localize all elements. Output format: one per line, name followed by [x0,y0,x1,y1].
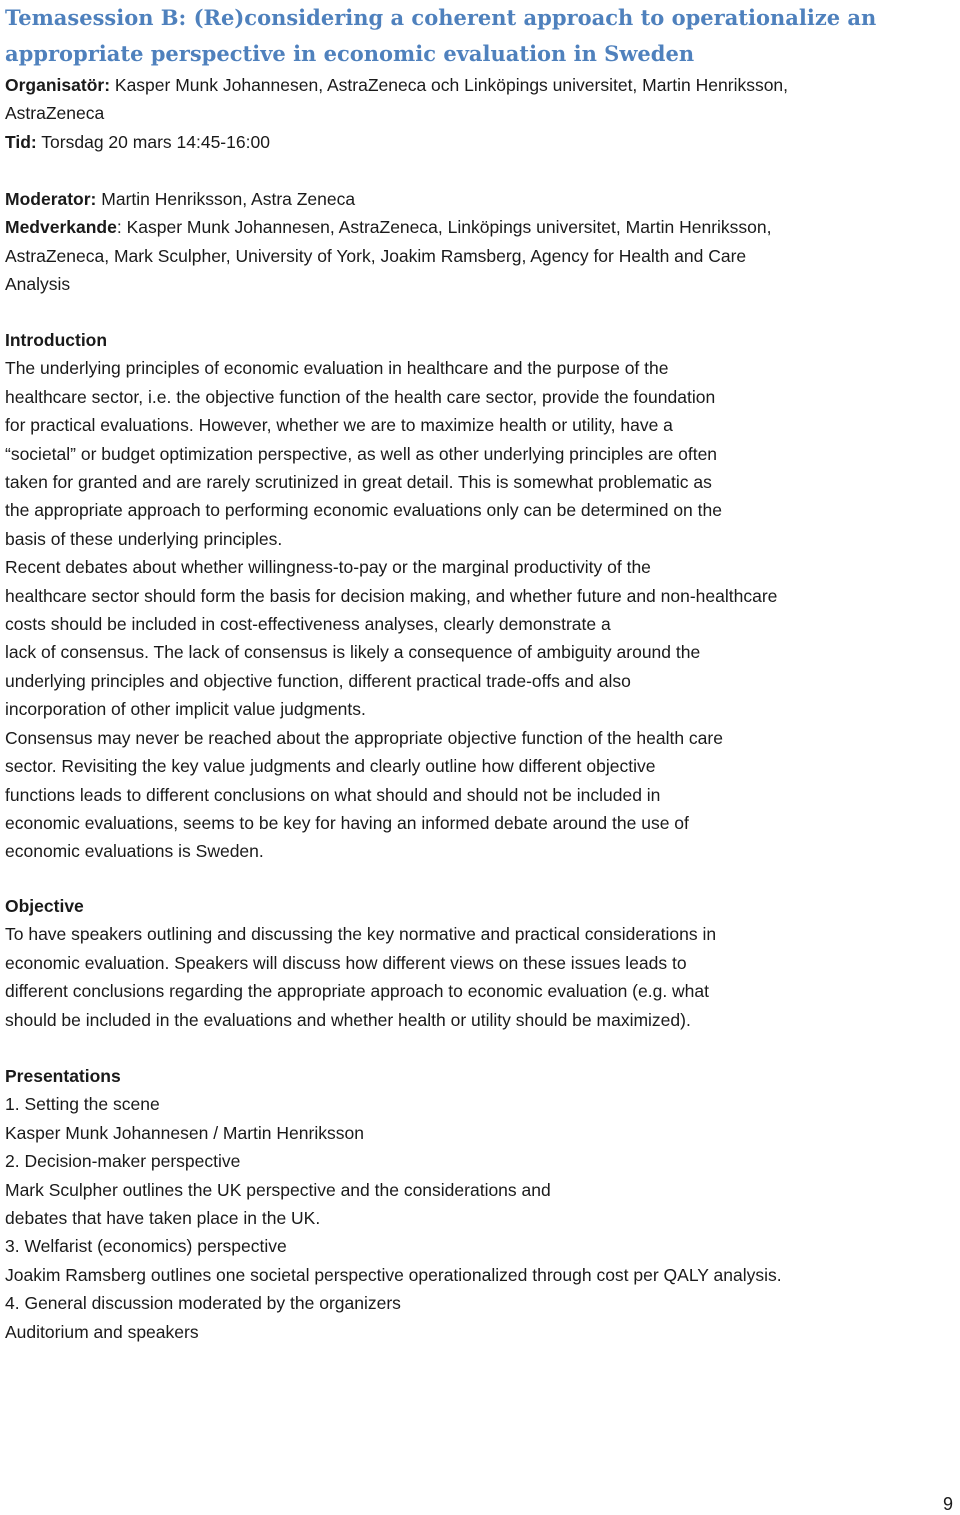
session-title-line: Temasession B: (Re)considering a coherent approach to operationalize an [5,5,877,30]
moderator-label: Moderator: [5,189,97,209]
objective-heading: Objective [5,896,84,916]
text-line: Consensus may never be reached about the appropriate objective function of the health care [5,727,723,748]
text-line: economic evaluations is Sweden. [5,841,264,862]
text-line: healthcare sector should form the basis for decision making, and whether future and non-healthcare [5,585,778,606]
text-line: Recent debates about whether willingness-to-pay or the marginal productivity of the [5,557,651,578]
objective-section [5,892,955,1034]
text-line: 4. General discussion moderated by the organizers [5,1293,401,1314]
text-line: sector. Revisiting the key value judgments and clearly outline how different objective [5,756,656,777]
presentations-heading: Presentations [5,1066,121,1086]
text-line: 2. Decision-maker perspective [5,1151,241,1172]
text-line: 1. Setting the scene [5,1094,160,1115]
text-line: “societal” or budget optimization perspective, as well as other underlying principles are often [5,443,718,464]
tid-label: Tid: [5,131,37,152]
text-line: Auditorium and speakers [5,1321,199,1342]
medverkande-value-cont: AstraZeneca, Mark Sculpher, University of York, Joakim Ramsberg, Agency for Health and Care [5,245,747,266]
text-line: 3. Welfarist (economics) perspective [5,1236,287,1257]
organisator-label: Organisatör: [5,75,111,95]
moderator-value: Martin Henriksson, Astra Zeneca [96,189,356,209]
organisator-value-cont: AstraZeneca [5,103,105,124]
text-line: for practical evaluations. However, whether we are to maximize health or utility, have a [5,415,673,436]
text-line: healthcare sector, i.e. the objective function of the health care sector, provide the foundation [5,386,716,407]
text-line: debates that have taken place in the UK. [5,1208,321,1229]
text-line: incorporation of other implicit value judgments. [5,699,366,720]
text-line: Kasper Munk Johannesen / Martin Henriksson [5,1122,364,1143]
text-line: lack of consensus. The lack of consensus is likely a consequence of ambiguity around the [5,642,701,663]
text-line: functions leads to different conclusions on what should and should not be included in [5,784,661,805]
text-line: The underlying principles of economic evaluation in healthcare and the purpose of the [5,358,669,379]
objective-body [5,920,955,1034]
text-line: To have speakers outlining and discussing the key normative and practical considerations in [5,924,717,945]
text-line: economic evaluation. Speakers will discuss how different views on these issues leads to [5,952,687,973]
text-line: taken for granted and are rarely scrutinized in great detail. This is somewhat problematic as [5,472,712,493]
introduction-section [5,326,955,866]
page-number: 9 [942,1494,953,1514]
introduction-body [5,354,955,865]
tid-value: Torsdag 20 mars 14:45-16:00 [36,131,270,152]
session-title [5,0,955,72]
text-line: economic evaluations, seems to be key for having an informed debate around the use of [5,812,689,833]
introduction-heading: Introduction [5,330,108,350]
text-line: basis of these underlying principles. [5,528,283,549]
organisator-value: Kasper Munk Johannesen, AstraZeneca och Linköpings universitet, Martin Henriksson, [110,75,789,95]
organisator-block [5,71,955,156]
presentations-body [5,1090,955,1346]
participants-block [5,185,955,299]
session-title-line: appropriate perspective in economic evaluation in Sweden [5,41,695,66]
medverkande-value: : Kasper Munk Johannesen, AstraZeneca, Linköpings universitet, Martin Henriksson, [116,217,772,238]
text-line: underlying principles and objective function, different practical trade-offs and also [5,670,631,691]
text-line: Joakim Ramsberg outlines one societal perspective operationalized through cost per QALY analysis. [5,1264,782,1285]
text-line: different conclusions regarding the appropriate approach to economic evaluation (e.g. what [5,981,710,1002]
medverkande-value-cont: Analysis [5,274,71,295]
medverkande-label: Medverkande [5,217,117,238]
text-line: should be included in the evaluations and whether health or utility should be maximized). [5,1009,691,1030]
presentations-section [5,1062,955,1346]
text-line: costs should be included in cost-effectiveness analyses, clearly demonstrate a [5,614,611,635]
text-line: Mark Sculpher outlines the UK perspective and the considerations and [5,1179,551,1200]
text-line: the appropriate approach to performing economic evaluations only can be determined on the [5,500,722,521]
